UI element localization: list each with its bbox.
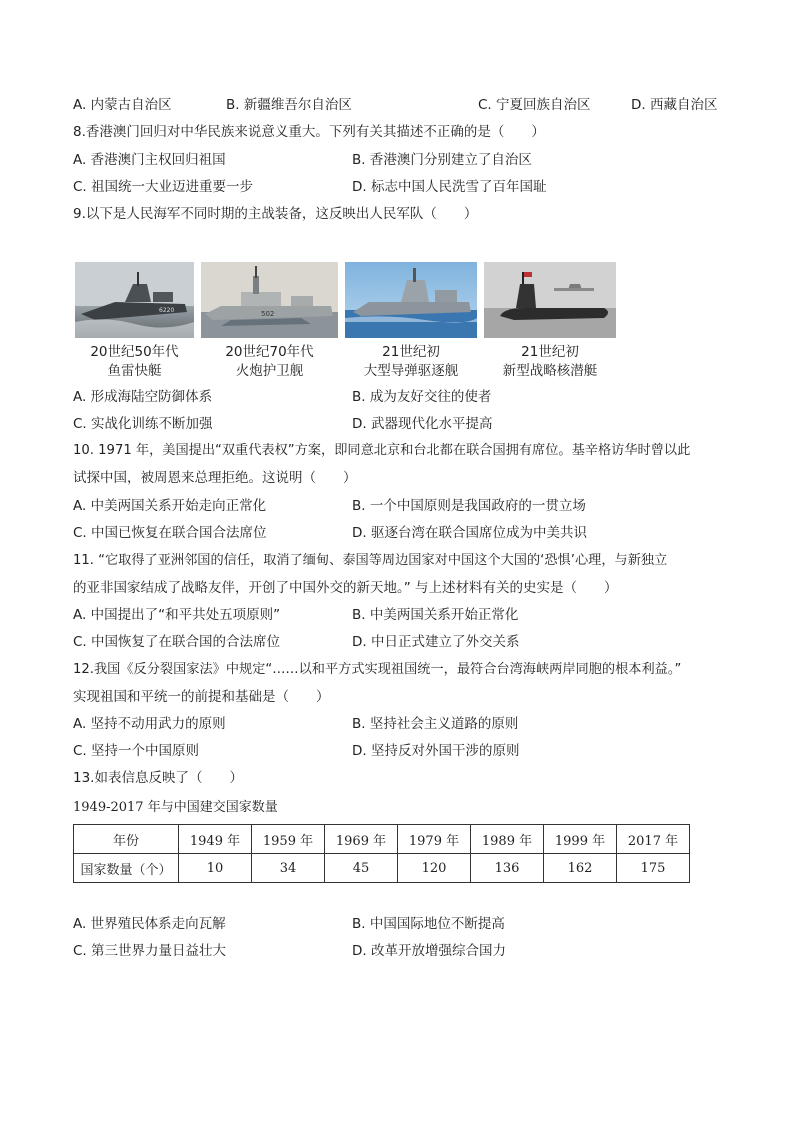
q9-option-a: A. 形成海陆空防御体系 (73, 389, 213, 405)
table-year-cell: 1999 年 (544, 825, 617, 854)
q13-option-d: D. 改革开放增强综合国力 (352, 943, 506, 959)
q12-stem-line-1: 12.我国《反分裂国家法》中规定“……以和平方式实现祖国统一，最符合台湾海峡两岸同胞的根本利益。” (73, 662, 682, 677)
table-count-cell: 162 (544, 854, 617, 883)
table-count-cell: 34 (252, 854, 325, 883)
q9-option-b: B. 成为友好交往的使者 (352, 389, 492, 405)
photo-caption-4-era: 21世纪初 (521, 344, 579, 360)
q8-option-b: B. 香港澳门分别建立了自治区 (352, 152, 532, 168)
q9-stem: 9.以下是人民海军不同时期的主战装备，这反映出人民军队（ ） (73, 206, 478, 222)
q7-option-d: D. 西藏自治区 (631, 97, 718, 113)
svg-text:502: 502 (261, 310, 275, 318)
table-header-label: 年份 (74, 825, 179, 854)
q10-option-d: D. 驱逐台湾在联合国席位成为中美共识 (352, 525, 587, 541)
q7-option-b: B. 新疆维吾尔自治区 (226, 97, 352, 113)
q12-option-a: A. 坚持不动用武力的原则 (73, 716, 226, 732)
q12-option-c: C. 坚持一个中国原则 (73, 743, 200, 759)
destroyer-photo (345, 262, 477, 338)
q10-option-a: A. 中美两国关系开始走向正常化 (73, 498, 267, 514)
table-year-cell: 1959 年 (252, 825, 325, 854)
q10-stem-line-1: 10. 1971 年，美国提出“双重代表权”方案，即同意北京和台北都在联合国拥有席位。基辛格访华时曾以此 (73, 443, 691, 458)
q11-stem-line-1: 11. “它取得了亚洲邻国的信任，取消了缅甸、泰国等周边国家对中国这个大国的‘恐惧’心理，与新独立 (73, 553, 668, 568)
q9-option-d: D. 武器现代化水平提高 (352, 416, 493, 432)
table-count-cell: 175 (617, 854, 690, 883)
table-year-cell: 1979 年 (398, 825, 471, 854)
q8-option-c: C. 祖国统一大业迈进重要一步 (73, 179, 254, 195)
photo-caption-1-name: 鱼雷快艇 (107, 363, 162, 379)
table-count-cell: 120 (398, 854, 471, 883)
q13-option-b: B. 中国国际地位不断提高 (352, 916, 505, 932)
photo-caption-1-era: 20世纪50年代 (90, 344, 179, 360)
q13-option-a: A. 世界殖民体系走向瓦解 (73, 916, 226, 932)
table-count-label: 国家数量（个） (74, 854, 179, 883)
q10-option-c: C. 中国已恢复在联合国合法席位 (73, 525, 267, 541)
q7-option-a: A. 内蒙古自治区 (73, 97, 172, 113)
photo-caption-1 (75, 343, 194, 381)
table-count-cell: 136 (471, 854, 544, 883)
q13-stem: 13.如表信息反映了（ ） (73, 770, 243, 786)
q10-stem-line-2: 试探中国，被周恩来总理拒绝。这说明（ ） (73, 470, 357, 486)
q11-option-d: D. 中日正式建立了外交关系 (352, 634, 520, 650)
photo-caption-3 (345, 343, 477, 381)
q12-option-d: D. 坚持反对外国干涉的原则 (352, 743, 520, 759)
table-year-cell: 1949 年 (179, 825, 252, 854)
photo-caption-3-name: 大型导弹驱逐舰 (363, 363, 459, 379)
q12-stem-line-2: 实现祖国和平统一的前提和基础是（ ） (73, 689, 330, 705)
frigate-photo (201, 262, 338, 338)
q10-option-b: B. 一个中国原则是我国政府的一贯立场 (352, 498, 586, 514)
q8-option-a: A. 香港澳门主权回归祖国 (73, 152, 226, 168)
photo-caption-2-name: 火炮护卫舰 (235, 363, 304, 379)
table-row-counts (74, 854, 690, 883)
table-count-cell: 45 (325, 854, 398, 883)
submarine-photo (484, 262, 616, 338)
table-row-years (74, 825, 690, 854)
table-year-cell: 1969 年 (325, 825, 398, 854)
table-count-cell: 10 (179, 854, 252, 883)
photo-caption-4-name: 新型战略核潜艇 (502, 363, 598, 379)
q7-option-c: C. 宁夏回族自治区 (478, 97, 591, 113)
photo-caption-2-era: 20世纪70年代 (225, 344, 314, 360)
q11-stem-line-2: 的亚非国家结成了战略友伴，开创了中国外交的新天地。” 与上述材料有关的史实是（ ） (73, 580, 618, 596)
q13-option-c: C. 第三世界力量日益壮大 (73, 943, 227, 959)
q11-option-b: B. 中美两国关系开始正常化 (352, 607, 519, 623)
photo-caption-2 (201, 343, 338, 381)
torpedo-boat-photo (75, 262, 194, 338)
table-title: 1949-2017 年与中国建交国家数量 (73, 800, 278, 815)
table-year-cell: 1989 年 (471, 825, 544, 854)
photo-caption-3-era: 21世纪初 (382, 344, 440, 360)
q8-stem: 8.香港澳门回归对中华民族来说意义重大。下列有关其描述不正确的是（ ） (73, 124, 545, 140)
q11-option-c: C. 中国恢复了在联合国的合法席位 (73, 634, 281, 650)
table-year-cell: 2017 年 (617, 825, 690, 854)
photo-caption-4 (484, 343, 616, 381)
q8-option-d: D. 标志中国人民洗雪了百年国耻 (352, 179, 547, 195)
q9-option-c: C. 实战化训练不断加强 (73, 416, 213, 432)
q11-option-a: A. 中国提出了“和平共处五项原则” (73, 607, 281, 623)
svg-text:6220: 6220 (159, 307, 175, 314)
diplomatic-relations-table (73, 824, 690, 883)
q12-option-b: B. 坚持社会主义道路的原则 (352, 716, 519, 732)
